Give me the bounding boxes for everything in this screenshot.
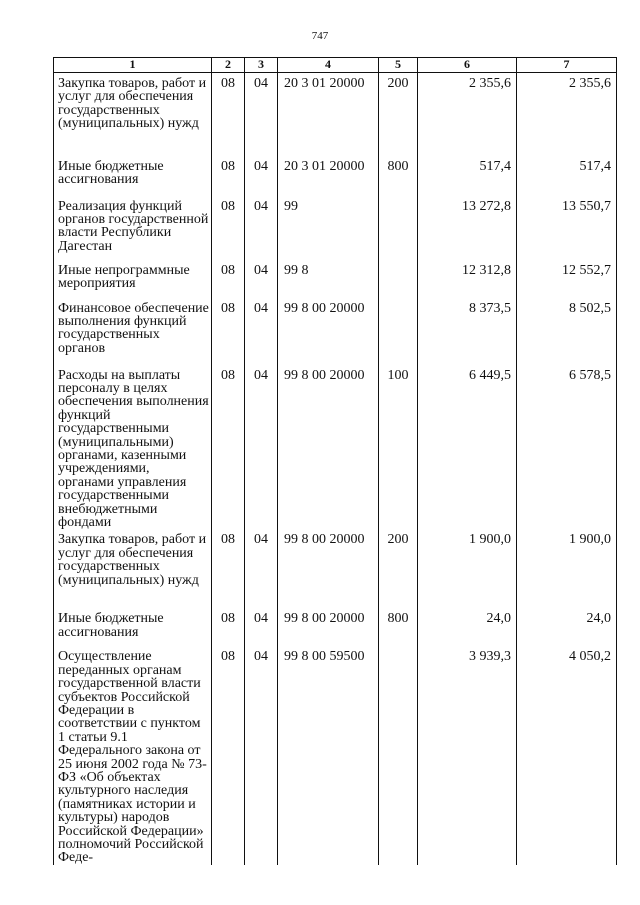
header-col-3: 3	[245, 58, 278, 73]
table-row	[54, 365, 617, 530]
row-name: Закупка товаров, работ и услуг для обеспечения государственных (муниципальных) нужд	[54, 73, 212, 156]
row-name: Закупка товаров, работ и услуг для обеспечения государственных (муниципальных) нужд	[54, 529, 212, 608]
row-amount-2: 13 550,7	[517, 196, 617, 260]
row-amount-2: 12 552,7	[517, 260, 617, 298]
row-expense-type: 200	[379, 529, 418, 608]
row-section: 08	[212, 298, 245, 365]
table-row	[54, 73, 617, 156]
row-amount-1: 2 355,6	[418, 73, 517, 156]
row-amount-1: 6 449,5	[418, 365, 517, 530]
page-number: 747	[311, 30, 329, 42]
row-amount-2: 1 900,0	[517, 529, 617, 608]
row-name: Иные бюджетные ассигнования	[54, 156, 212, 196]
row-name: Осуществление переданных органам государственной власти субъектов Российской Федерации в соответствии с пунктом 1 статьи 9.1 Федерального закона от 25 июня 2002 года № 73-ФЗ «Об объектах культурного наследия (памятниках истории и культуры) народов Российской Федерации» полномочий Российской Феде-	[54, 646, 212, 865]
row-amount-2: 4 050,2	[517, 646, 617, 865]
row-subsection: 04	[245, 73, 278, 156]
row-section: 08	[212, 365, 245, 530]
row-target-article: 99 8 00 20000	[278, 365, 379, 530]
table-row	[54, 260, 617, 298]
header-col-4: 4	[278, 58, 379, 73]
header-col-5: 5	[379, 58, 418, 73]
table-row	[54, 196, 617, 260]
row-subsection: 04	[245, 298, 278, 365]
row-amount-1: 24,0	[418, 608, 517, 646]
row-target-article: 99 8 00 59500	[278, 646, 379, 865]
budget-table	[53, 57, 617, 865]
row-target-article: 20 3 01 20000	[278, 156, 379, 196]
row-subsection: 04	[245, 260, 278, 298]
row-target-article: 99 8 00 20000	[278, 298, 379, 365]
row-subsection: 04	[245, 529, 278, 608]
row-section: 08	[212, 260, 245, 298]
row-name: Расходы на выплаты персоналу в целях обеспечения выполнения функций государственными (муниципальными) органами, казенными учреждениями, органами управления государственными внебюджетными фондами	[54, 365, 212, 530]
table-row	[54, 529, 617, 608]
row-expense-type	[379, 646, 418, 865]
row-amount-1: 1 900,0	[418, 529, 517, 608]
row-subsection: 04	[245, 365, 278, 530]
row-amount-1: 3 939,3	[418, 646, 517, 865]
row-name: Иные непрограммные мероприятия	[54, 260, 212, 298]
header-col-2: 2	[212, 58, 245, 73]
table-row	[54, 608, 617, 646]
header-row	[54, 58, 617, 73]
row-name: Реализация функций органов государственной власти Республики Дагестан	[54, 196, 212, 260]
row-expense-type: 200	[379, 73, 418, 156]
row-section: 08	[212, 608, 245, 646]
row-name: Финансовое обеспечение выполнения функций государственных органов	[54, 298, 212, 365]
table-row	[54, 298, 617, 365]
row-subsection: 04	[245, 608, 278, 646]
row-amount-1: 8 373,5	[418, 298, 517, 365]
table-row	[54, 646, 617, 865]
table-row	[54, 156, 617, 196]
row-section: 08	[212, 156, 245, 196]
row-amount-1: 12 312,8	[418, 260, 517, 298]
row-amount-2: 6 578,5	[517, 365, 617, 530]
row-amount-2: 2 355,6	[517, 73, 617, 156]
row-amount-1: 13 272,8	[418, 196, 517, 260]
row-subsection: 04	[245, 156, 278, 196]
header-col-6: 6	[418, 58, 517, 73]
row-target-article: 99	[278, 196, 379, 260]
row-target-article: 99 8 00 20000	[278, 529, 379, 608]
row-name: Иные бюджетные ассигнования	[54, 608, 212, 646]
row-subsection: 04	[245, 196, 278, 260]
row-amount-1: 517,4	[418, 156, 517, 196]
row-subsection: 04	[245, 646, 278, 865]
row-amount-2: 24,0	[517, 608, 617, 646]
row-target-article: 99 8	[278, 260, 379, 298]
row-expense-type: 100	[379, 365, 418, 530]
row-expense-type	[379, 298, 418, 365]
row-expense-type	[379, 196, 418, 260]
row-expense-type: 800	[379, 156, 418, 196]
row-target-article: 20 3 01 20000	[278, 73, 379, 156]
row-section: 08	[212, 73, 245, 156]
row-amount-2: 8 502,5	[517, 298, 617, 365]
header-col-1: 1	[54, 58, 212, 73]
row-section: 08	[212, 196, 245, 260]
header-col-7: 7	[517, 58, 617, 73]
row-amount-2: 517,4	[517, 156, 617, 196]
row-expense-type: 800	[379, 608, 418, 646]
row-section: 08	[212, 529, 245, 608]
row-target-article: 99 8 00 20000	[278, 608, 379, 646]
row-section: 08	[212, 646, 245, 865]
row-expense-type	[379, 260, 418, 298]
